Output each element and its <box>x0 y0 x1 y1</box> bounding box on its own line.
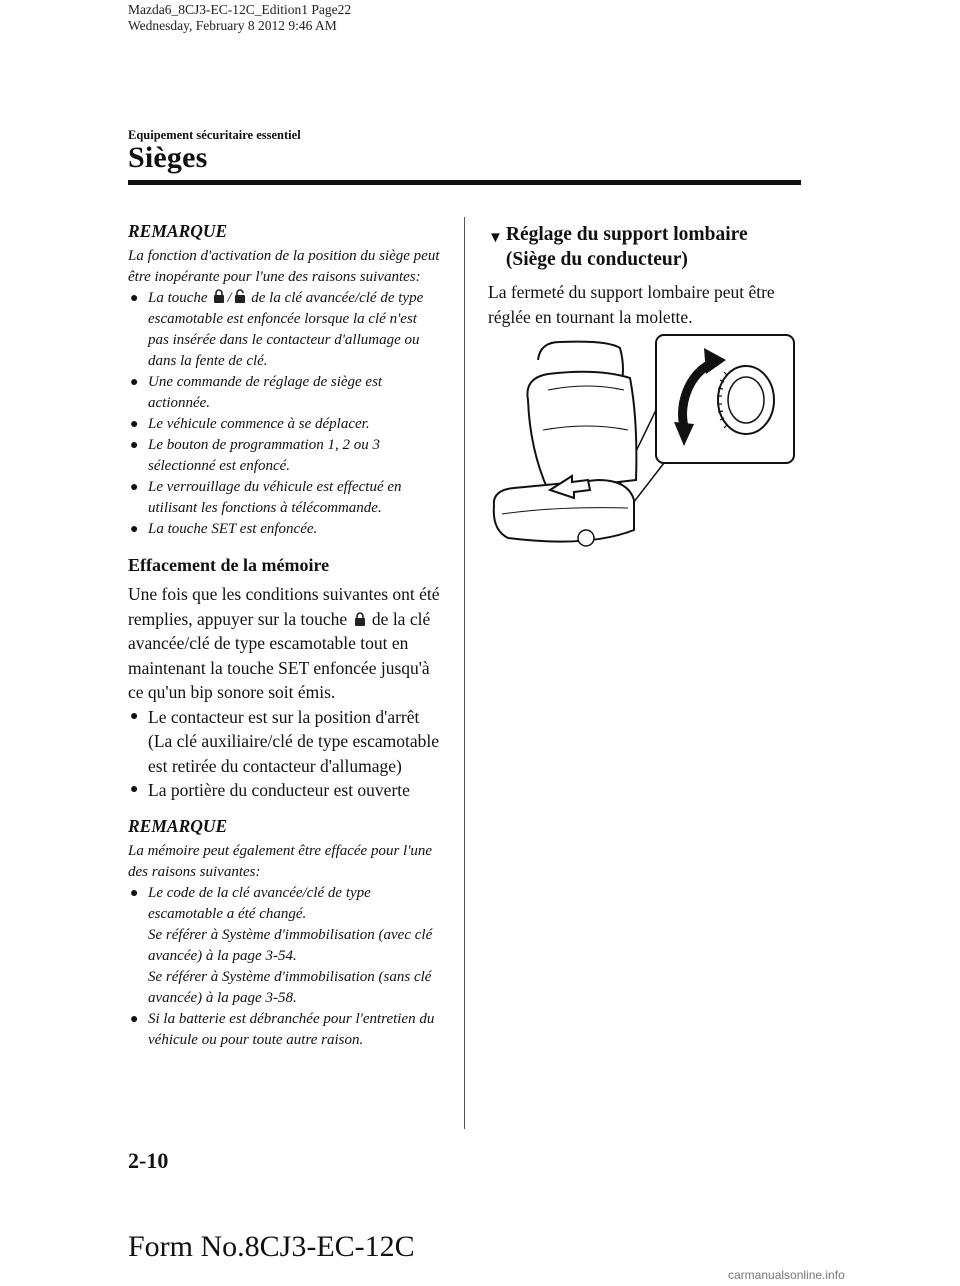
section-label: Equipement sécuritaire essentiel <box>128 128 301 142</box>
lock-icon <box>354 612 366 626</box>
list-item-text: Le contacteur est sur la position d'arrêt (La clé auxiliaire/clé de type escamotable est retirée du contacteur d'allumage) <box>148 706 440 776</box>
file-header-line2: Wednesday, February 8 2012 9:46 AM <box>128 18 337 33</box>
bullet-icon: ● <box>130 291 139 306</box>
list-item-text: La touche SET est enfoncée. <box>148 521 318 537</box>
bullet-icon: ● <box>130 480 139 495</box>
cross-reference: Se référer à Système d'immobilisation (sans clé avancée) à la page 3-58. <box>148 968 432 1006</box>
note-heading: REMARQUE <box>128 815 228 836</box>
column-divider <box>464 217 465 1129</box>
page-title: Sièges <box>128 141 208 174</box>
list-item <box>128 435 440 477</box>
list-item-text: Le véhicule commence à se déplacer. <box>148 416 370 432</box>
list-item <box>128 519 440 540</box>
triangle-marker-icon: ▼ <box>488 230 503 246</box>
note-intro: La fonction d'activation de la position du siège peut être inopérante pour l'une des raisons suivantes: <box>128 248 440 285</box>
cross-reference: Se référer à Système d'immobilisation (avec clé avancée) à la page 3-54. <box>148 926 433 964</box>
list-item <box>128 1009 440 1051</box>
list-item-text: Le bouton de programmation 1, 2 ou 3 sélectionné est enfoncé. <box>148 437 380 474</box>
bullet-icon: ● <box>130 885 139 901</box>
note-intro: La mémoire peut également être effacée pour l'une des raisons suivantes: <box>128 842 433 880</box>
list-item-text: La touche <box>148 290 208 306</box>
unlock-icon <box>234 289 246 303</box>
note-heading: REMARQUE <box>128 221 228 241</box>
list-item-text: Une commande de réglage de siège est actionnée. <box>148 374 383 411</box>
left-column <box>128 220 440 1051</box>
list-item <box>128 372 440 414</box>
list-item-text: La portière du conducteur est ouverte <box>148 780 410 800</box>
erase-paragraph <box>128 582 440 705</box>
page-number: 2-10 <box>128 1148 169 1173</box>
paragraph-text: de la clé avancée/clé de type escamotable tout en maintenant la touche SET enfoncée jusqu'à ce qu'un bip sonore soit émis. <box>128 608 431 702</box>
note-block <box>128 220 440 540</box>
file-header <box>128 2 351 34</box>
bullet-icon: ● <box>130 417 139 432</box>
watermark: carmanualsonline.info <box>728 1268 845 1282</box>
list-item <box>128 477 440 519</box>
lumbar-heading-text: Réglage du support lombaire (Siège du conducteur) <box>505 224 748 270</box>
list-item <box>128 883 440 1009</box>
erase-block <box>128 582 440 803</box>
form-number: Form No.8CJ3-EC-12C <box>128 1230 415 1263</box>
list-item <box>128 414 440 435</box>
title-rule <box>128 180 801 185</box>
subsection-heading: Effacement de la mémoire <box>128 555 330 575</box>
bullet-icon: ● <box>130 375 139 390</box>
separator: / <box>227 290 232 306</box>
lock-icon <box>213 289 225 303</box>
bullet-icon: ● <box>130 438 139 453</box>
list-item-text: Le code de la clé avancée/clé de type escamotable a été changé. <box>148 884 371 922</box>
paragraph-text: Une fois que les conditions suivantes ont été remplies, appuyer sur la touche <box>128 584 440 629</box>
note-block <box>128 815 440 1051</box>
bullet-icon: ● <box>130 708 139 724</box>
right-column <box>488 220 800 329</box>
list-item-text: Le verrouillage du véhicule est effectué en utilisant les fonctions à télécommande. <box>148 479 402 516</box>
lumbar-support-illustration <box>488 330 800 560</box>
list-item-text: Si la batterie est débranchée pour l'entretien du véhicule ou pour toute autre raison. <box>148 1010 435 1048</box>
bullet-icon: ● <box>130 782 139 797</box>
bullet-icon: ● <box>130 522 139 537</box>
list-item <box>128 705 440 779</box>
list-item <box>128 778 440 803</box>
list-item <box>128 288 440 372</box>
list-item-text: de la clé avancée/clé de type escamotable est enfoncée lorsque la clé n'est pas insérée dans le contacteur d'allumage ou dans la fente de clé. <box>148 290 424 369</box>
bullet-icon: ● <box>130 1011 139 1027</box>
lumbar-body: La fermeté du support lombaire peut être réglée en tournant la molette. <box>488 282 775 327</box>
lumbar-heading <box>488 222 800 272</box>
file-header-line1: Mazda6_8CJ3-EC-12C_Edition1 Page22 <box>128 2 352 17</box>
